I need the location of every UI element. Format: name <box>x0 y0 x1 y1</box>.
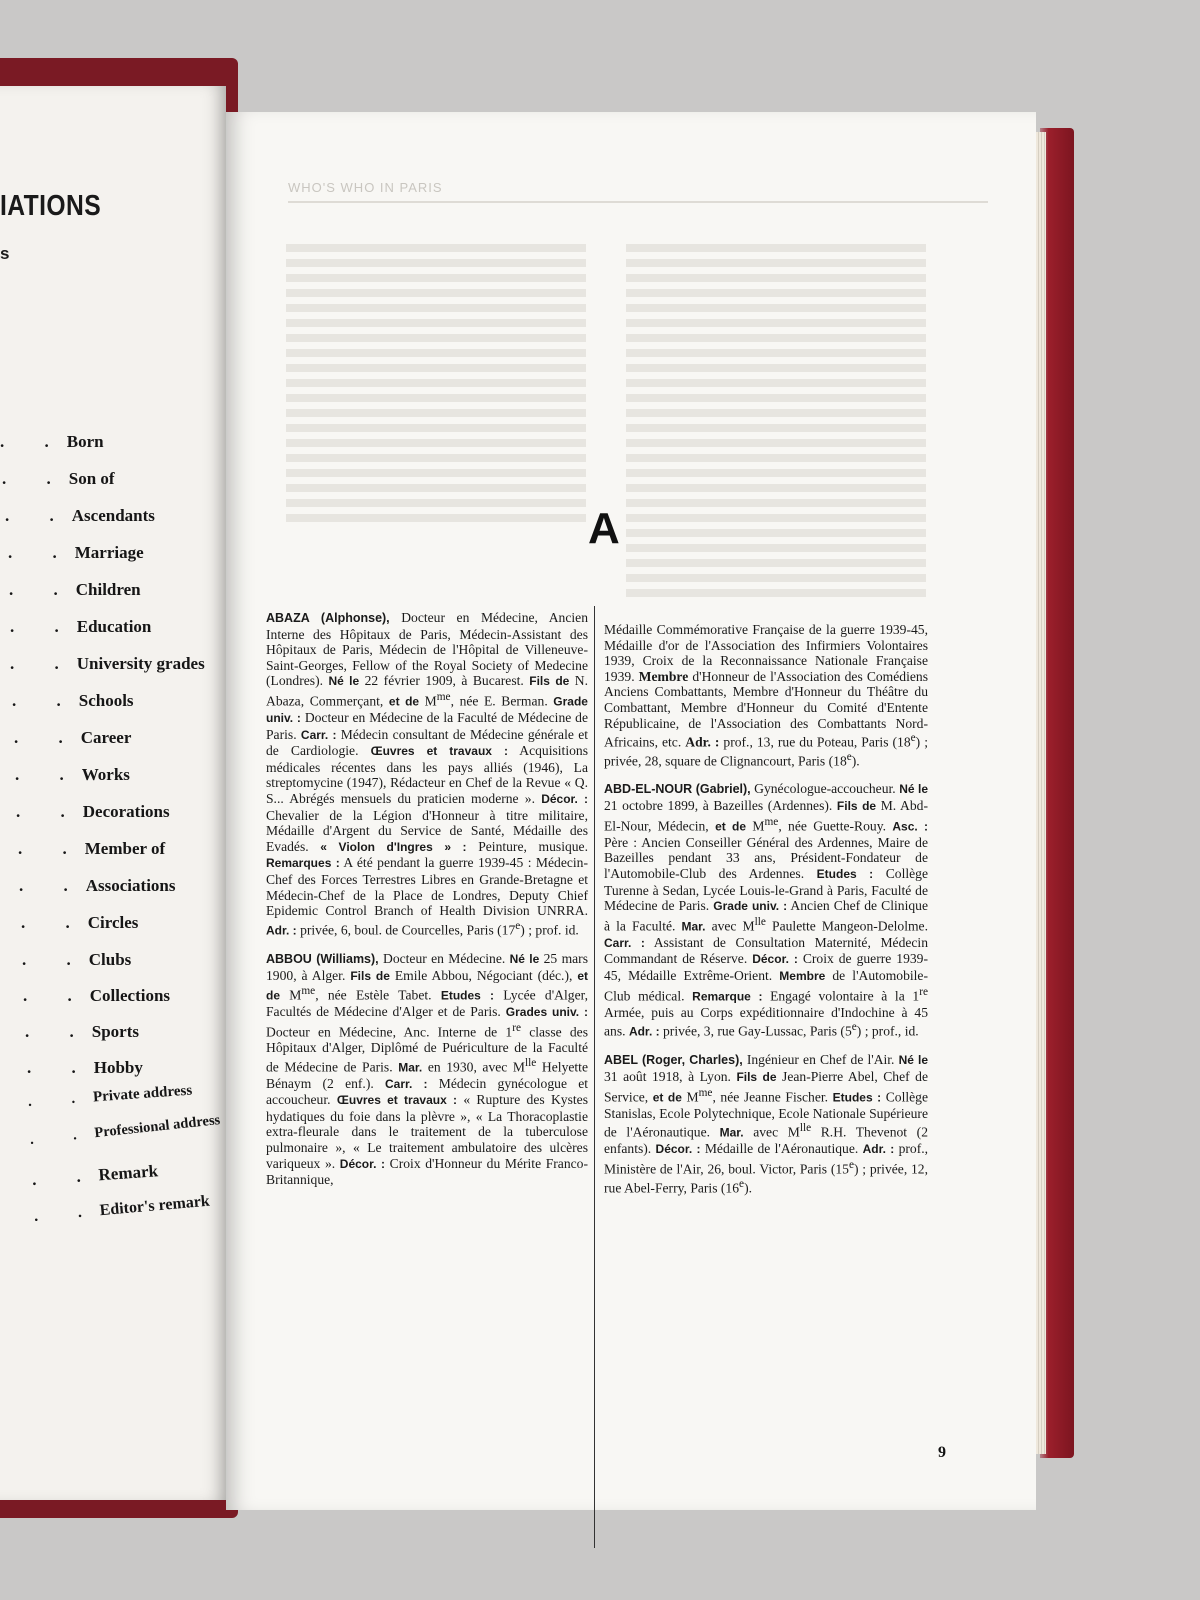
abbreviation-item: . .Clubs <box>22 950 132 969</box>
entry-abbou-continued: Médaille Commémorative Française de la guerre 1939-45, Médaille d'or de l'Association des Infirmiers Volontaires 1939, Croix de la Reconnaissance Nationale Française 1939. Membre d'Honneur de l'Association des Comédiens Anciens Combattants, Membre d'Honneur du Théâtre du Combattant, Membre d'Honneur du Comité d'Entente Républicaine, de l'Association des Combattants Nord-Africains, etc. Adr. : prof., 13, rue du Poteau, Paris (18e) ; privée, 28, square de Clignancourt, Paris (18e). <box>604 622 928 769</box>
entry-abel: ABEL (Roger, Charles), Ingénieur en Chef de l'Air. Né le 31 août 1918, à Lyon. Fils de Jean-Pierre Abel, Chef de Service, et de $M^{me}$, née Jeanne Fischer. Etudes : Collège Stanislas, Ecole Polytechnique, Ecole Nationale Supérieure de l'Aéronautique. Mar. avec $M^{lle}$ R.H. Thevenot (2 enfants). Décor. : Médaille de l'Aéronautique. Adr. : prof., Ministère de l'Air, 26, boul. Victor, Paris (15e) ; privée, 12, rue Abel-Ferry, Paris (16e). <box>604 1052 929 1196</box>
show-through-block <box>626 244 926 604</box>
left-page <box>0 86 226 1500</box>
abbreviation-item: . .Hobby <box>27 1058 143 1077</box>
column-divider <box>594 606 595 1548</box>
abbreviation-item: . .Career <box>14 728 132 747</box>
abbreviation-item: . .University grades <box>10 654 205 673</box>
page-number: 9 <box>938 1444 946 1461</box>
abbreviation-item: . .Member of <box>18 839 166 858</box>
entry-abd-el-nour: ABD-EL-NOUR (Gabriel), Gynécologue-accoucheur. Né le 21 octobre 1899, à Bazeilles (Ardennes). Fils de M. Abd-El-Nour, Médecin, et de $M^{me}$, née Guette-Rouy. Asc. : Père : Ancien Conseiller Général des Ardennes, Maire de Bazeilles pendant 33 ans, Président-Fondateur de l'Automobile-Club des Ardennes. Etudes : Collège Turenne à Sedan, Lycée Louis-le-Grand à Paris, Faculté de Médecine de Paris. Grade univ. : Ancien Chef de Clinique à la Faculté. Mar. avec $M^{lle}$ Paulette Mangeon-Delolme. Carr. : Assistant de Consultation Maternité, Médecin Commandant de Réserve. Décor. : Croix de guerre 1939-45, Médaille Extrême-Orient. Membre de l'Automobile-Club médical. Remarque : Engagé volontaire à la 1re Armée, puis au Corps expéditionnaire d'Indochine à 45 ans. Adr. : privée, 3, rue Gay-Lussac, Paris (5e) ; prof., id. <box>604 781 929 1039</box>
entry-abaza: ABAZA (Alphonse), Docteur en Médecine, Ancien Interne des Hôpitaux de Paris, Médecin-Assistant des Hôpitaux de Paris, Médecin de l'Hôpital de Villeneuve-Saint-Georges, Fellow of the Royal Society of Medecine (Londres). Né le 22 février 1909, à Bucarest. Fils de N. Abaza, Commerçant, et de $M^{me}$, née E. Berman. Grade univ. : Docteur en Médecine de la Faculté de Médecine de Paris. Carr. : Médecin consultant de Médecine générale et de Cardiologie. Œuvres et travaux : Acquisitions médicales récentes dans les pays alliés (1946), La streptomycine (1947), Rédacteur en Chef de la Revue « Q. S... Abrégés mensuels du praticien moderne ». Décor. : Chevalier de la Légion d'Honneur à titre militaire, Médaille d'Argent du Service de Santé, Médaille des Evadés. « Violon d'Ingres » : Peinture, musique. Remarques : A été pendant la guerre 1939-45 : Médecin-Chef des Forces Terrestres Libres en Grande-Bretagne et Médecin-Chef de la Place de Londres, Deputy Chief Epidemic Control Branch of Health Division UNRRA. Adr. : privée, 6, boul. de Courcelles, Paris (17e) ; prof. id. <box>266 610 589 938</box>
abbreviation-item: . .Professional address <box>29 1112 221 1148</box>
abbreviation-item: . .Education <box>10 617 152 636</box>
abbreviation-item: . .Works <box>15 765 130 784</box>
abbreviation-item: . .Editor's remark <box>33 1192 211 1225</box>
abbreviation-item: . .Private address <box>27 1082 193 1110</box>
entry-abbou: ABBOU (Williams), Docteur en Médecine. Né le 25 mars 1900, à Alger. Fils de Emile Abbou, Négociant (déc.), et de $M^{me}$, née Estèle Tabet. Etudes : Lycée d'Alger, Facultés de Médecine d'Alger et de Paris. Grades univ. : Docteur en Médecine, Anc. Interne de 1re classe des Hôpitaux d'Alger, Diplômé de Puériculture de la Faculté de Médecine de Paris. Mar. en 1930, avec $M^{lle}$ Helyette Bénaym (2 enf.). Carr. : Médecin gynécologue et accoucheur. Œuvres et travaux : « Rupture des Kystes hydatiques du foie dans la plèvre », « La Thoracoplastie extra-fleurale dans le traitement de la tuberculose pulmonaire », « Le traitement ambulatoire des ulcères variqueux ». Décor. : Croix d'Honneur du Mérite Franco-Britannique, <box>266 950 589 1188</box>
abbreviation-item: . .Born <box>0 432 104 451</box>
abbreviation-item: . .Collections <box>23 986 171 1005</box>
abbreviation-item: . .Circles <box>21 913 139 932</box>
right-page <box>226 112 1036 1510</box>
abbreviation-item: . .Decorations <box>16 802 170 821</box>
abbreviation-item: . .Children <box>9 580 141 599</box>
left-page-title: IATIONS <box>0 190 102 222</box>
running-head: WHO'S WHO IN PARIS <box>288 180 988 203</box>
abbreviation-item: . .Sports <box>25 1022 139 1041</box>
abbreviation-item: . .Ascendants <box>5 506 155 525</box>
column-left <box>266 610 588 1200</box>
column-right <box>604 622 928 1208</box>
left-page-subtitle: s <box>0 244 10 263</box>
abbreviation-item: . .Son of <box>2 469 115 488</box>
show-through-block <box>286 244 586 524</box>
abbreviation-item: . .Schools <box>12 691 134 710</box>
abbreviation-item: . .Remark <box>31 1161 159 1189</box>
abbreviation-item: . .Associations <box>19 876 176 895</box>
section-letter: A <box>588 504 620 553</box>
abbreviation-item: . .Marriage <box>8 543 144 562</box>
